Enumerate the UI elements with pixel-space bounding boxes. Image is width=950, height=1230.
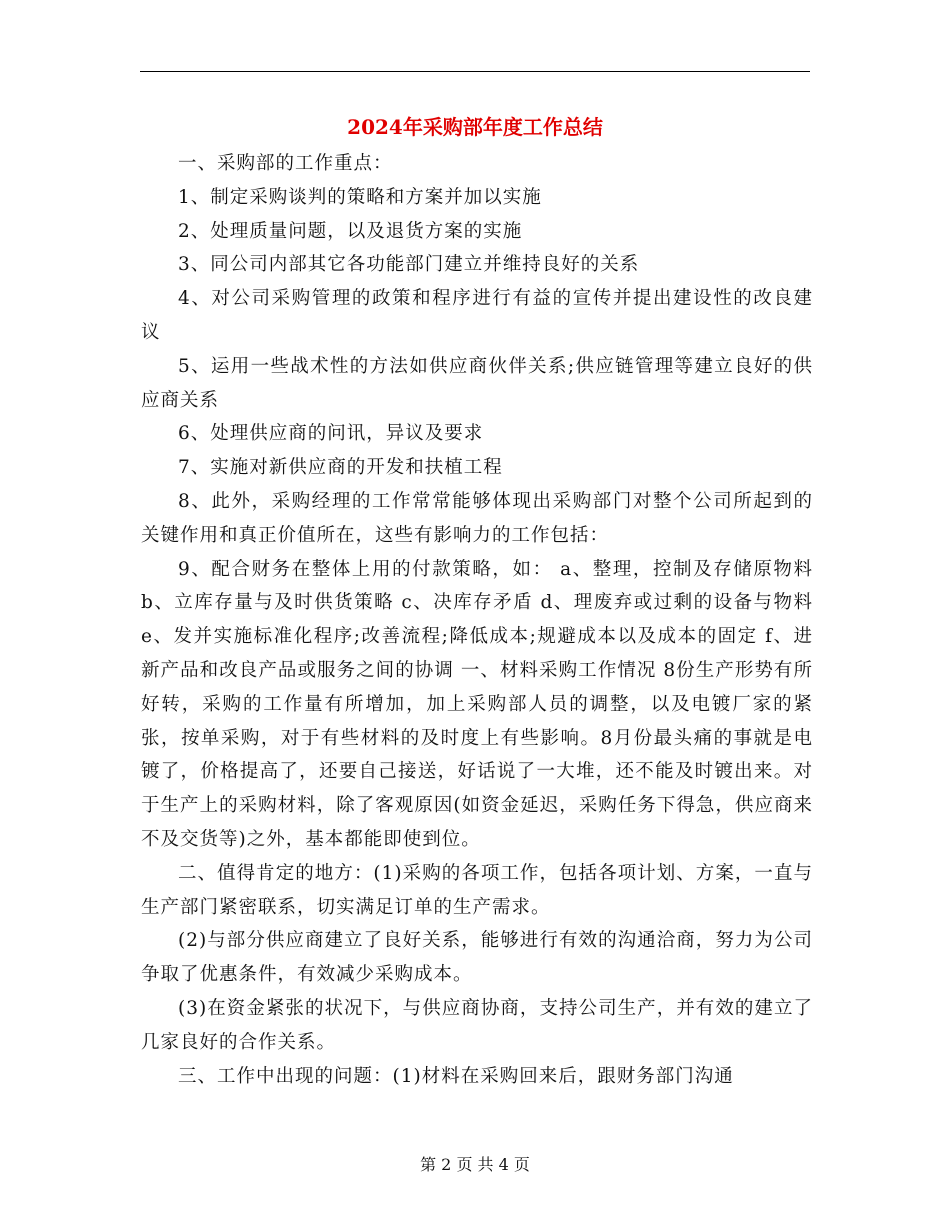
document-body <box>141 147 813 1093</box>
document-title: 2024年采购部年度工作总结 <box>347 115 603 139</box>
paragraph-item-8: 8、此外，采购经理的工作常常能够体现出采购部门对整个公司所起到的关键作用和真正价值所在，这些有影响力的工作包括： <box>141 490 813 546</box>
paragraph-section-2-point-2: (2)与部分供应商建立了良好关系，能够进行有效的沟通洽商，努力为公司争取了优惠条件，有效减少采购成本。 <box>141 930 813 986</box>
header-rule <box>140 71 810 72</box>
paragraph-item-4: 4、对公司采购管理的政策和程序进行有益的宣传并提出建设性的改良建议 <box>141 288 813 343</box>
paragraph-item-6: 6、处理供应商的问讯，异议及要求 <box>178 423 484 445</box>
paragraph-item-1: 1、制定采购谈判的策略和方案并加以实施 <box>178 186 542 208</box>
paragraph-section-2: 二、值得肯定的地方：(1)采购的各项工作，包括各项计划、方案，一直与生产部门紧密联系，切实满足订单的生产需求。 <box>141 862 813 918</box>
paragraph-item-7: 7、实施对新供应商的开发和扶植工程 <box>178 457 503 479</box>
page-number-footer: 第 2 页 共 4 页 <box>420 1155 530 1174</box>
paragraph-item-9: 9、配合财务在整体上用的付款策略，如： a、整理，控制及存储原物料 b、立库存量与及时供货策略 c、决库存矛盾 d、理废弃或过剩的设备与物料 e、发并实施标准化程序;改善流程;降低成本;规避成本以及成本的固定 f、进新产品和改良产品或服务之间的协调 一、材料采购工作情况 8份生产形势有所好转，采购的工作量有所增加，加上采购部人员的调整，以及电镀厂家的紧张，按单采购，对于有些材料的及时度上有些影响。8月份最头痛的事就是电镀了，价格提高了，还要自己接送，好话说了一大堆，还不能及时镀出来。对于生产上的采购材料，除了客观原因(如资金延迟，采购任务下得急，供应商来不及交货等)之外，基本都能即使到位。 <box>141 558 813 850</box>
paragraph-item-5: 5、运用一些战术性的方法如供应商伙伴关系;供应链管理等建立良好的供应商关系 <box>141 355 813 411</box>
paragraph-section-1-heading: 一、采购部的工作重点： <box>178 153 393 174</box>
paragraph-section-3: 三、工作中出现的问题：(1)材料在采购回来后，跟财务部门沟通 <box>178 1065 734 1087</box>
paragraph-item-2: 2、处理质量问题，以及退货方案的实施 <box>178 220 523 242</box>
paragraph-item-3: 3、同公司内部其它各功能部门建立并维持良好的关系 <box>178 254 640 276</box>
paragraph-section-2-point-3: (3)在资金紧张的状况下，与供应商协商，支持公司生产，并有效的建立了几家良好的合作关系。 <box>141 997 813 1053</box>
